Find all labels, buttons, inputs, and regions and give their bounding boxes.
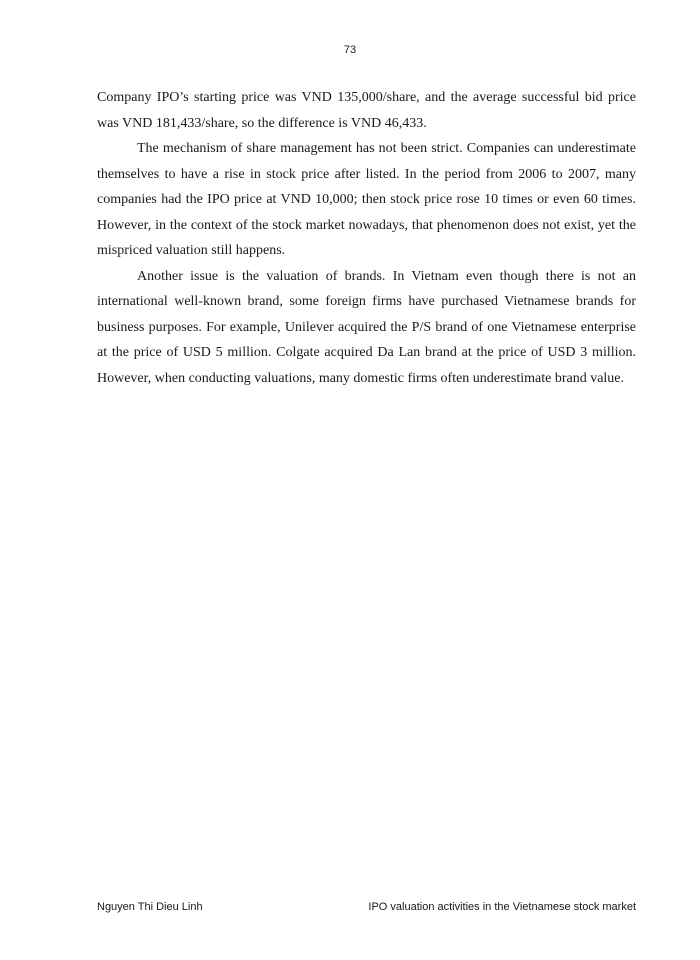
page-number: 73 (343, 44, 357, 56)
paragraph-share-management: The mechanism of share management has not been strict. Companies can underestimate themselves to have a rise in stock price after listed. In the period from 2006 to 2007, many companies had the IPO price at VND 10,000; then stock price rose 10 times or even 60 times. However, in the context of the stock market nowadays, that phenomenon does not exist, yet the mispriced valuation still happens. (97, 141, 636, 258)
paragraph-continuation: Company IPO’s starting price was VND 135,000/share, and the average successful bid price was VND 181,433/share, so the difference is VND 46,433. (97, 90, 636, 131)
body-text (97, 85, 636, 391)
paragraph-brand-valuation: Another issue is the valuation of brands. In Vietnam even though there is not an international well-known brand, some foreign firms have purchased Vietnamese brands for business purposes. For example, Unilever acquired the P/S brand of one Vietnamese enterprise at the price of USD 5 million. Colgate acquired Da Lan brand at the price of USD 3 million. However, when conducting valuations, many domestic firms often underestimate brand value. (97, 268, 636, 386)
footer-document-title: IPO valuation activities in the Vietnamese stock market (368, 901, 636, 913)
footer-author: Nguyen Thi Dieu Linh (97, 901, 203, 913)
page-footer (97, 901, 636, 913)
